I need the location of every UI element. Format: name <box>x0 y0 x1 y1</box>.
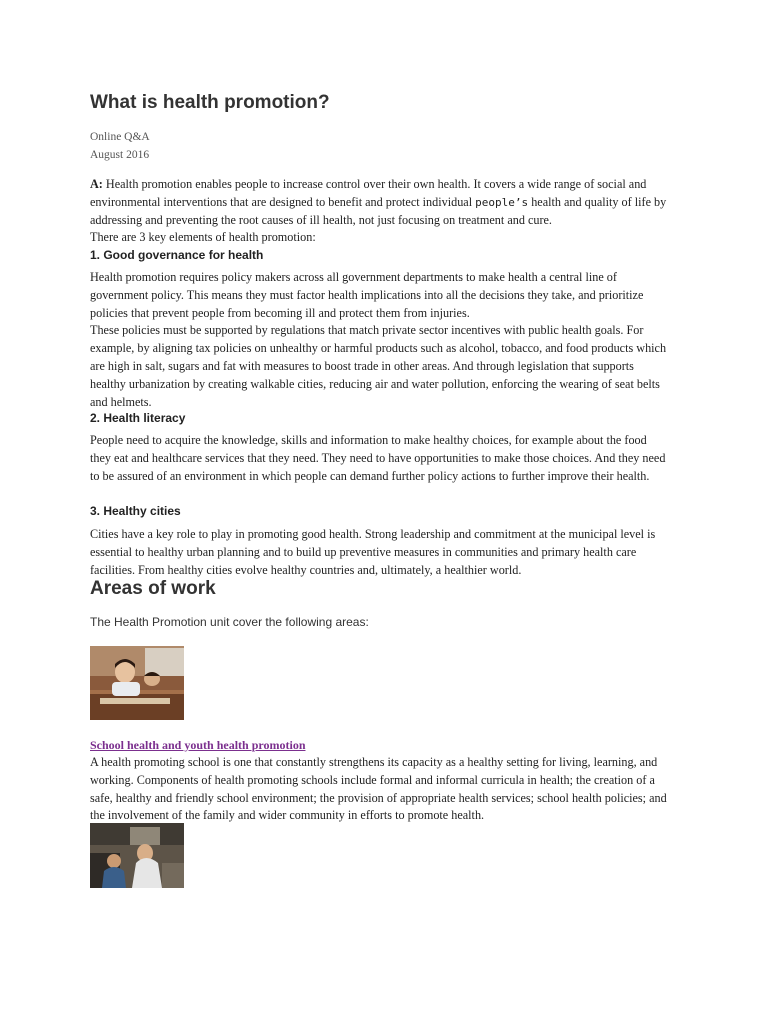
school-health-description <box>90 754 670 825</box>
source-label: Online Q&A <box>90 131 150 143</box>
page-title: What is health promotion? <box>90 92 330 113</box>
areas-heading: Areas of work <box>90 578 216 599</box>
intro-text-before: Health promotion enables people to increase control over their own health. It covers a wide range of social and environmental interventions that are designed to benefit and protect individual <box>90 177 647 209</box>
paragraph: Cities have a key role to play in promoting good health. Strong leadership and commitment at the municipal level is essential to healthy urban planning and to build up preventive measures in communities and primary health care facilities. From healthy cities evolve healthy countries and, ultimately, a healthier world. <box>90 527 656 577</box>
intro-paragraph <box>90 176 670 247</box>
intro-people-word: people’s <box>475 195 529 209</box>
areas-intro: The Health Promotion unit cover the following areas: <box>90 615 369 629</box>
answer-label: A: <box>90 177 103 191</box>
section-heading-governance: 1. Good governance for health <box>90 248 264 262</box>
paragraph: People need to acquire the knowledge, skills and information to make healthy choices, for example about the food they eat and healthcare services that they need. They need to have opportunities to make those choices. And they need to be assured of an environment in which people can demand further policy actions to further improve their health. <box>90 433 666 483</box>
paragraph: A health promoting school is one that constantly strengthens its capacity as a healthy setting for living, learning, and working. Components of health promoting schools include formal and informal curricula in health; the creation of a safe, healthy and friendly school environment; the provision of appropriate health services; school health policies; and the involvement of the family and wider community in efforts to promote health. <box>90 755 667 823</box>
key-elements-line: There are 3 key elements of health promotion: <box>90 230 316 245</box>
paragraph: These policies must be supported by regulations that match private sector incentives with public health goals. For example, by aligning tax policies on unhealthy or harmful products such as alcohol, tobacco, and food products which are high in salt, sugars and fat with measures to boost trade in other areas. And through legislation that supports healthy urbanization by creating walkable cities, reducing air and water pollution, enforcing the wearing of seat belts and helmets. <box>90 323 667 409</box>
date-label: August 2016 <box>90 149 150 161</box>
section-body-governance <box>90 269 670 411</box>
intro-text-after: health and quality of life by addressing and preventing the root causes of ill health, not just focusing on treatment and cure. <box>90 194 667 227</box>
classroom-image-icon <box>90 646 184 720</box>
section-body-cities <box>90 526 670 579</box>
section-heading-literacy: 2. Health literacy <box>90 411 186 425</box>
section-heading-cities: 3. Healthy cities <box>90 504 181 518</box>
section-body-literacy <box>90 432 670 485</box>
paragraph: Health promotion requires policy makers across all government departments to make health a central line of government policy. This means they must factor health implications into all the decisions they take, and prioritize policies that prevent people from becoming ill and protect them from injuries. <box>90 270 644 320</box>
health-check-image-icon <box>90 823 184 888</box>
school-classroom-photo <box>90 646 184 720</box>
health-check-photo <box>90 823 184 888</box>
school-health-link[interactable]: School health and youth health promotion <box>90 738 306 752</box>
